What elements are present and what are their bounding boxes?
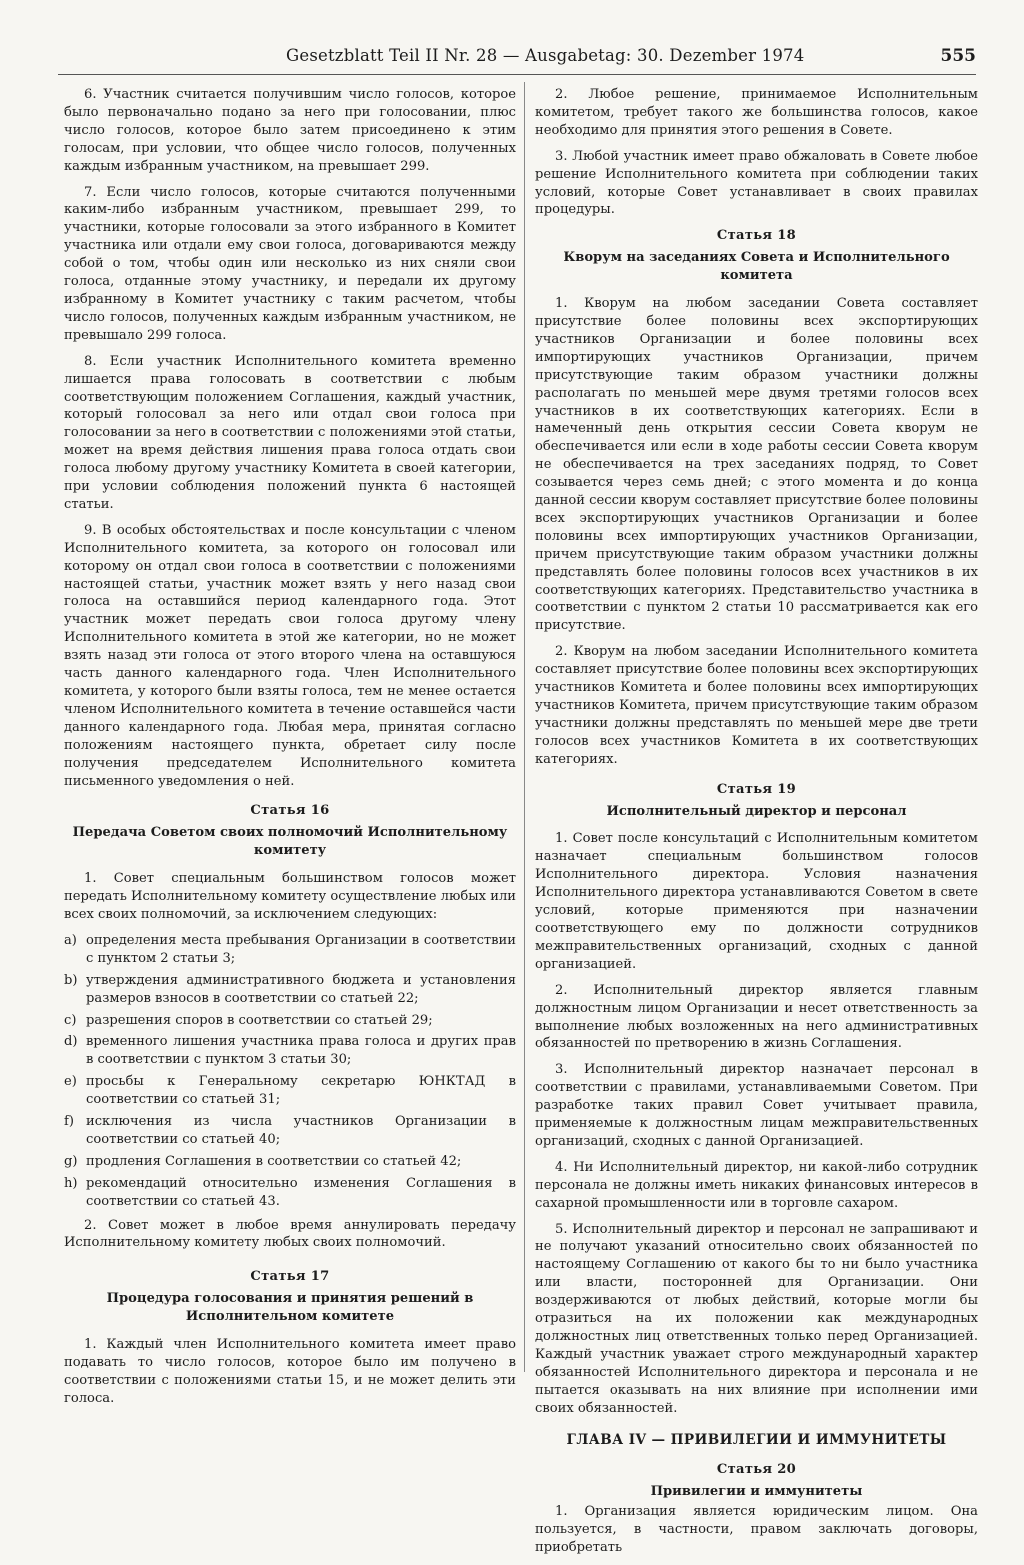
article-19-paragraph-4: 4. Ни Исполнительный директор, ни какой-либо сотрудник персонала не должны иметь никаких финансовых интересов в сахарной промышленности или в торговле сахаром. [535, 1159, 978, 1211]
page-header [58, 44, 976, 75]
article-19-paragraph-2: 2. Исполнительный директор является главным должностным лицом Организации и несет ответственность за выполнение любых возложенных на него административных обязанностей по претворению в жизнь Соглашения. [535, 982, 978, 1052]
list-item [64, 1033, 516, 1069]
list-item [64, 1175, 516, 1211]
left-column [64, 86, 516, 1416]
article-18-title: Кворум на заседаниях Совета и Исполнительного комитета [563, 250, 950, 284]
article-19-title: Исполнительный директор и персонал [606, 803, 907, 819]
list-marker: a) [64, 932, 77, 948]
list-marker: d) [64, 1034, 78, 1050]
list-marker: g) [64, 1153, 78, 1169]
gazette-title: Gesetzblatt Teil II Nr. 28 — Ausgabetag: 30. Dezember 1974 [286, 46, 805, 65]
article-17-label: Статья 17 [250, 1269, 330, 1285]
article-18-label: Статья 18 [716, 228, 797, 244]
list-text: временного лишения участника права голоса и других прав в соответствии с пунктом 3 статьи 30; [86, 1034, 516, 1068]
article-18-paragraph-1: 1. Кворум на любом заседании Совета составляет присутствие более половины всех экспортирующих участников Организации и более половины всех импортирующих участников Организации, причем присутствующие таким образом участники должны располагать по меньшей мере двумя третями голосов всех участников в их соответствующих категориях. Если в намеченный день открытия сессии Совета кворум не обеспечивается или если в ходе работы сессии Совета кворум не обеспечивается на трех заседаниях подряд, то Совет созывается через семь дней; с этого момента и до конца данной сессии кворум составляет присутствие более половины всех экспортирующих участников Организации и более половины всех импортирующих участников Организации, причем присутствующие таким образом участники должны представлять более половины голосов всех участников в их соответствующих категориях. Представительство участника в соответствии с пунктом 2 статьи 10 рассматривается как его присутствие. [535, 296, 978, 634]
list-text: просьбы к Генеральному секретарю ЮНКТАД в соответствии со статьей 31; [86, 1074, 516, 1108]
list-marker: b) [64, 972, 78, 988]
paragraph-8: 8. Если участник Исполнительного комитета временно лишается права голосовать в соответствии с любым соответствующим положением Соглашения, каждый участник, который голосовал за него или отдал свои голоса при голосовании за него в соответствии с положениями этой статьи, может на время действия лишения права голоса отдать свои голоса любому другому участнику Комитета в своей категории, при условии соблюдения положений пункта 6 настоящей статьи. [64, 353, 516, 512]
chapter-4-heading: ГЛАВА IV — ПРИВИЛЕГИИ И ИММУНИТЕТЫ [566, 1431, 947, 1448]
list-marker: f) [64, 1114, 74, 1130]
list-text: рекомендаций относительно изменения Соглашения в соответствии со статьей 43. [86, 1175, 516, 1209]
article-17-paragraph-2: 2. Любое решение, принимаемое Исполнительным комитетом, требует такого же большинства голосов, какое необходимо для принятия этого решения в Совете. [535, 87, 978, 138]
article-16-label: Статья 16 [250, 803, 330, 819]
paragraph-7: 7. Если число голосов, которые считаются полученными каким-либо избранным участником, превышает 299, то участники, которые голосовали за этого избранного в Комитет участника или отдали ему свои голоса, договариваются между собой о том, чтобы один или несколько из них сняли свои голоса, отданные этому участнику, и передали их другому избранному в Комитет участнику с таким расчетом, чтобы число голосов, полученных каждым избранным участником, не превышало 299 голоса. [64, 184, 516, 343]
list-item [64, 1153, 516, 1171]
article-20-title: Привилегии и иммунитеты [650, 1484, 863, 1500]
list-text: разрешения споров в соответствии со статьей 29; [86, 1012, 433, 1028]
article-19-paragraph-5: 5. Исполнительный директор и персонал не запрашивают и не получают указаний относительно своих обязанностей по настоящему Соглашению от какого бы то ни было участника или власти, посторонней для Организации. Они воздерживаются от любых действий, которые могли бы отразиться на их положении как международных должностных лиц ответственных только перед Организацией. Каждый участник уважает строго международный характер обязанностей Исполнительного директора и персонала и не пытается оказывать на них влияние при исполнении ими своих обязанностей. [535, 1221, 978, 1416]
list-item [64, 972, 516, 1008]
list-item [64, 1012, 516, 1030]
article-17-paragraph-3: 3. Любой участник имеет право обжаловать в Совете любое решение Исполнительного комитета при соблюдении таких условий, которые Совет устанавливает в своих правилах процедуры. [535, 148, 978, 218]
list-marker: h) [64, 1175, 78, 1191]
list-text: утверждения административного бюджета и установления размеров взносов в соответствии со статьей 22; [86, 972, 516, 1006]
list-marker: c) [64, 1012, 77, 1028]
article-16-paragraph-1: 1. Совет специальным большинством голосов может передать Исполнительному комитету осуществление любых или всех своих полномочий, за исключением следующих: [64, 871, 516, 922]
article-16-paragraph-2: 2. Совет может в любое время аннулировать передачу Исполнительному комитету любых своих полномочий. [64, 1217, 516, 1251]
list-item [64, 1073, 516, 1109]
article-20-paragraph-1: 1. Организация является юридическим лицом. Она пользуется, в частности, правом заключать договоры, приобретать [535, 1504, 978, 1556]
list-item [64, 932, 516, 968]
list-text: исключения из числа участников Организации в соответствии со статьей 40; [86, 1114, 516, 1147]
article-19-paragraph-1: 1. Совет после консультаций с Исполнительным комитетом назначает специальным большинством голосов Исполнительного директора. Условия назначения Исполнительного директора устанавливаются Советом в свете условий, которые применяются при назначении соответствующего ему по должности сотрудников межправительственных организаций, сходных с данной организацией. [535, 831, 978, 972]
article-17-paragraph-1: 1. Каждый член Исполнительного комитета имеет право подавать то число голосов, которое было им получено в соответствии с положениями статьи 15, и не может делить эти голоса. [64, 1337, 516, 1406]
article-19-label: Статья 19 [716, 781, 797, 797]
article-16-title: Передача Советом своих полномочий Исполнительному комитету [72, 825, 508, 859]
list-item [64, 1113, 516, 1149]
list-text: определения места пребывания Организации в соответствии с пунктом 2 статьи 3; [86, 932, 516, 966]
list-marker: e) [64, 1074, 77, 1090]
article-18-paragraph-2: 2. Кворум на любом заседании Исполнительного комитета составляет присутствие более половины всех экспортирующих участников Комитета и более половины всех импортирующих участников Комитета, причем присутствующие таким образом участники должны представлять по меньшей мере две трети голосов всех участников Комитета в их соответствующих категориях. [535, 644, 978, 767]
article-19-paragraph-3: 3. Исполнительный директор назначает персонал в соответствии с правилами, устанавливаемыми Советом. При разработке таких правил Совет учитывает правила, применяемые к должностным лицам межправительственных организаций, сходных с данной Организацией. [535, 1062, 978, 1149]
column-divider [524, 82, 525, 1372]
page-number: 555 [940, 46, 976, 66]
list-text: продления Соглашения в соответствии со статьей 42; [86, 1153, 462, 1169]
article-20-label: Статья 20 [716, 1462, 797, 1478]
paragraph-9: 9. В особых обстоятельствах и после консультации с членом Исполнительного комитета, за которого он голосовал или которому он отдал свои голоса в соответствии с положениями настоящей статьи, участник может взять у него назад свои голоса на оставшийся период календарного года. Этот участник может передать свои голоса другому члену Исполнительного комитета в этой же категории, но не может взять назад эти голоса от этого второго члена на оставшуюся часть данного календарного года. Член Исполнительного комитета, у которого были взяты голоса, тем не менее остается членом Исполнительного комитета в течение оставшейся части данного календарного года. Любая мера, принятая согласно положениям настоящего пункта, обретает силу после получения председателем Исполнительного комитета письменного уведомления о ней. [64, 522, 516, 789]
right-column [535, 86, 978, 1565]
article-17-title: Процедура голосования и принятия решений в Исполнительном комитете [106, 1291, 474, 1325]
paragraph-6: 6. Участник считается получившим число голосов, которое было первоначально подано за него при голосовании, плюс число голосов, которое было затем присоединено к этим голосам, при условии, что общее число голосов, полученных каждым избранным участником, на превышает 299. [64, 87, 516, 174]
